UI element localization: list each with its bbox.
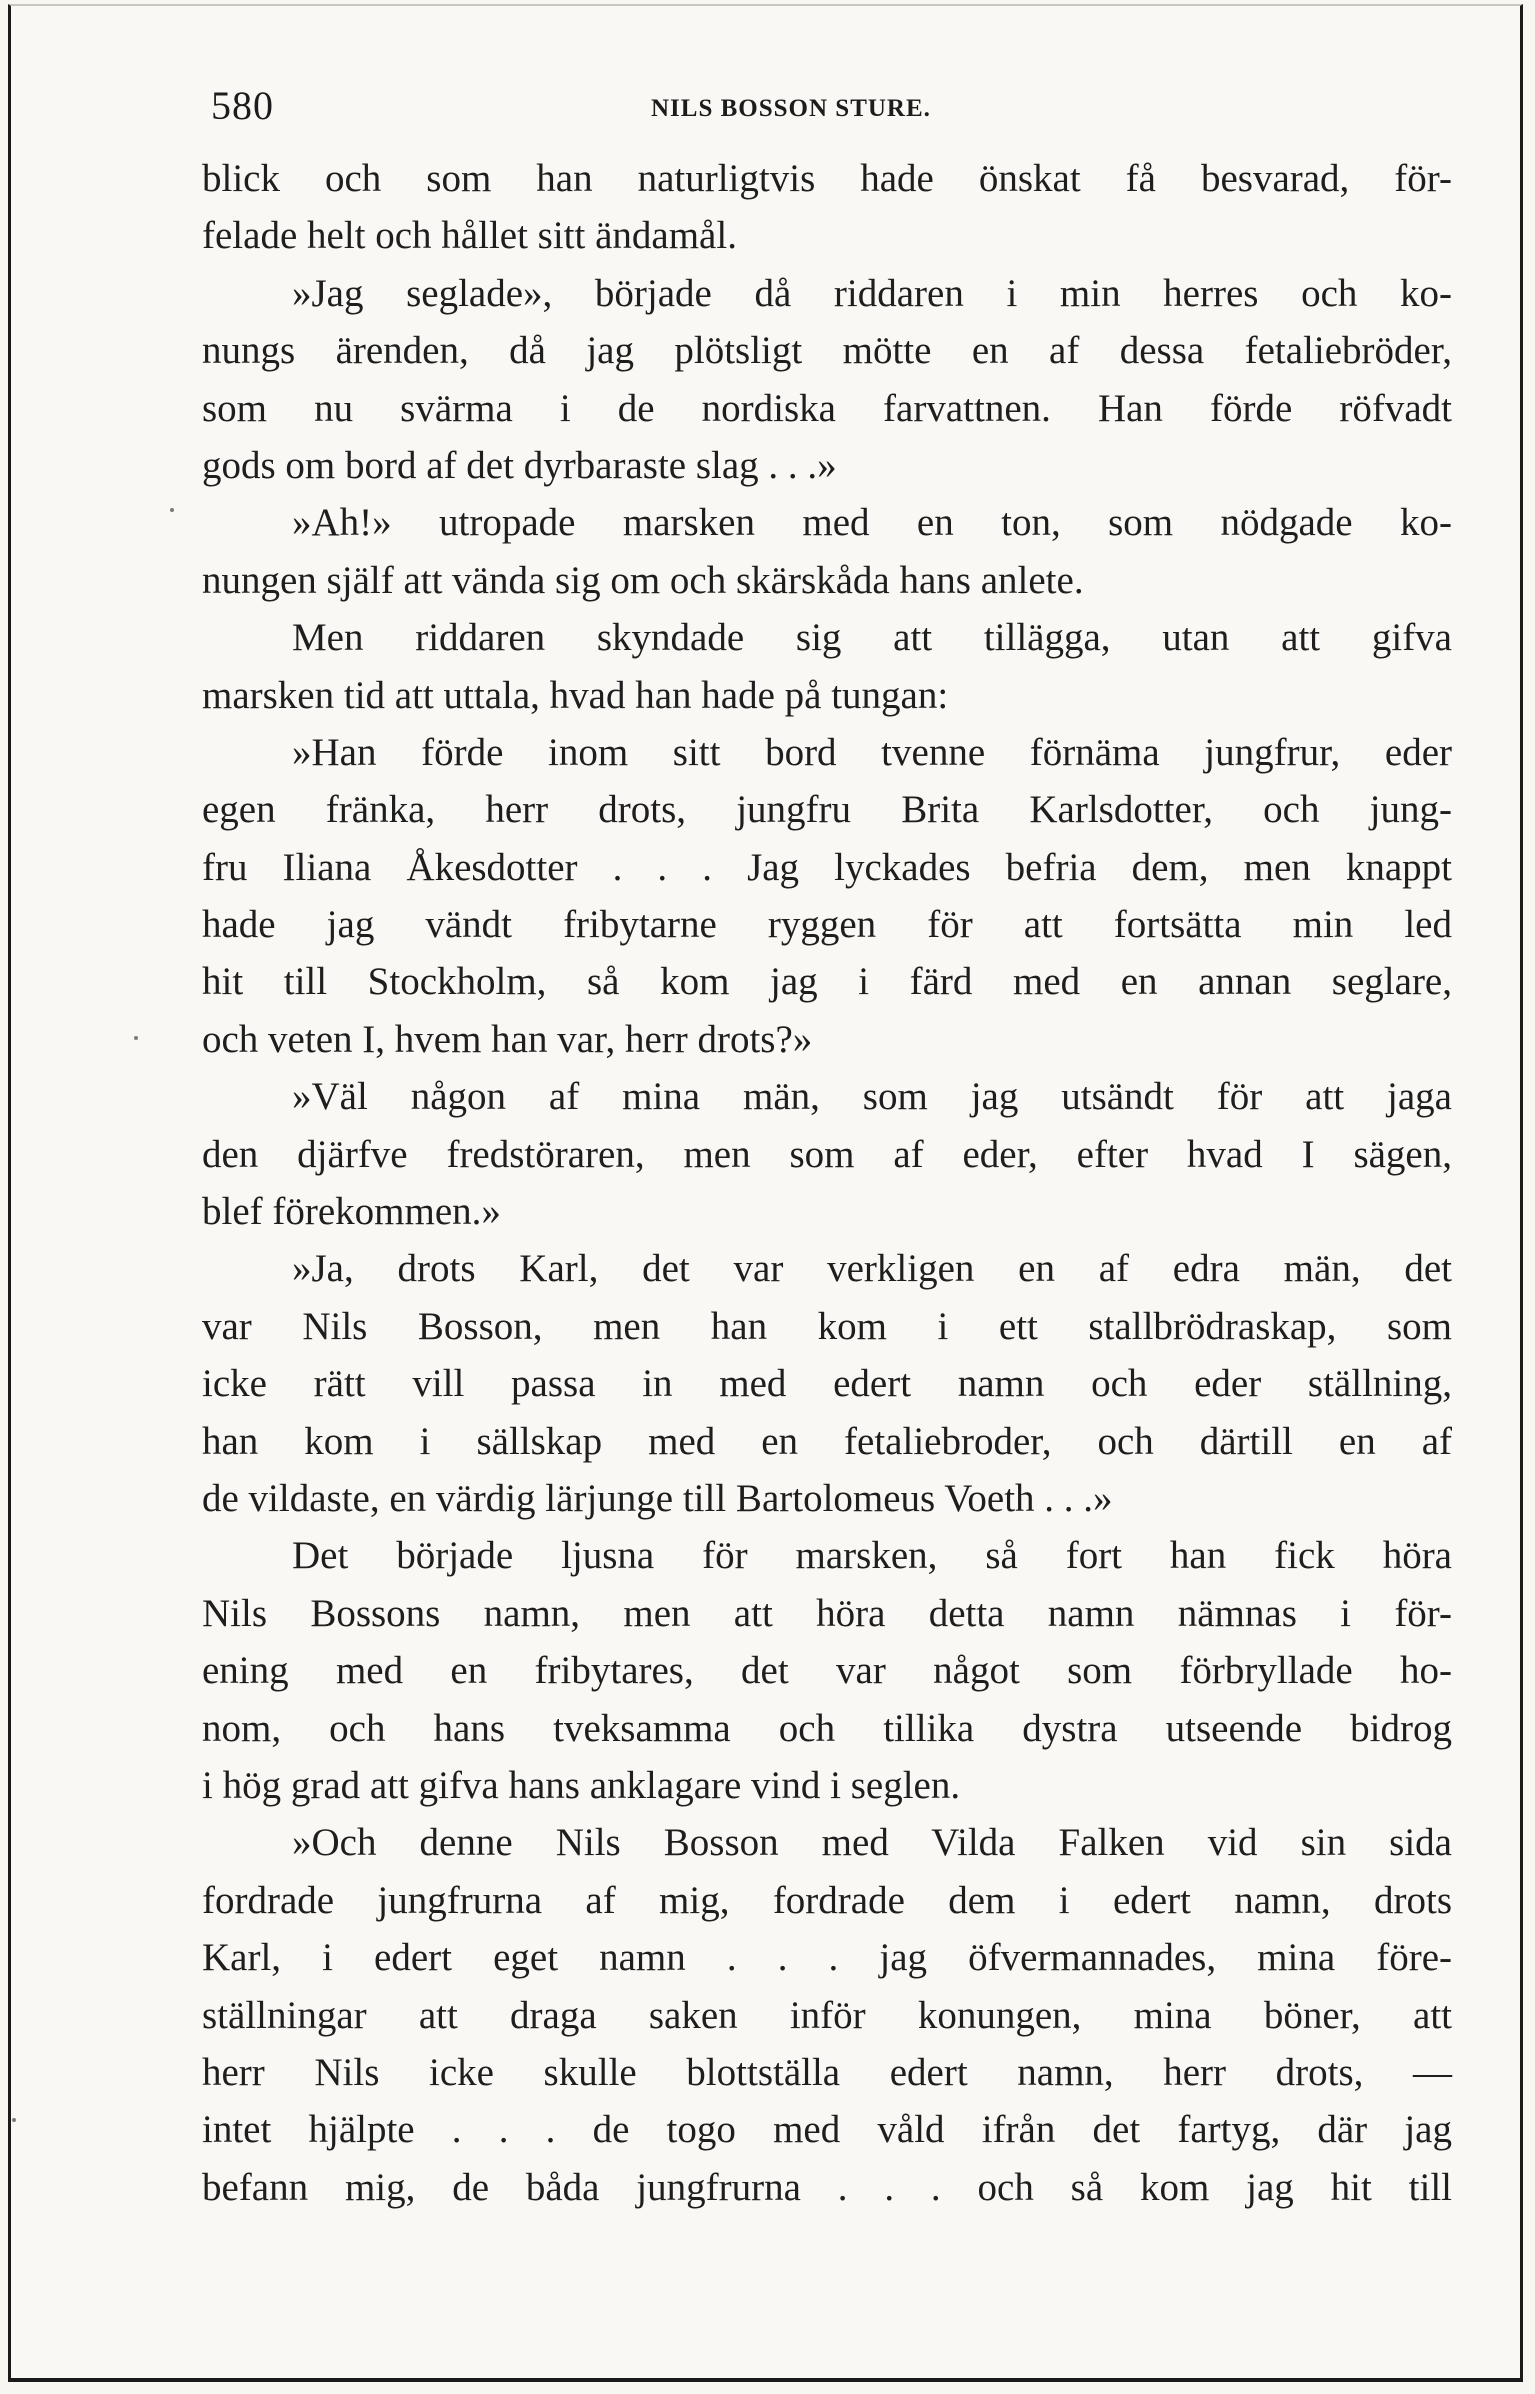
text-line: nungs ärenden, då jag plötsligt mötte en af dessa fetaliebröder, [202, 329, 1452, 373]
text-line: hade jag vändt fribytarne ryggen för att fortsätta min led [202, 903, 1452, 947]
text-line: »Och denne Nils Bosson med Vilda Falken vid sin sida [292, 1821, 1452, 1865]
text-line: som nu svärma i de nordiska farvattnen. Han förde röfvadt [202, 386, 1452, 430]
text-line: i hög grad att gifva hans anklagare vind i seglen. [202, 1763, 961, 1807]
text-line: Men riddaren skyndade sig att tillägga, utan att gifva [292, 616, 1452, 660]
text-line: »Han förde inom sitt bord tvenne förnäma jungfrur, eder [292, 730, 1452, 774]
text-line: »Ja, drots Karl, det var verkligen en af edra män, det [292, 1247, 1452, 1291]
text-line: hit till Stockholm, så kom jag i färd med en annan seglare, [202, 960, 1452, 1004]
text-line: fru Iliana Åkesdotter . . . Jag lyckades befria dem, men knappt [202, 845, 1452, 889]
text-line: blick och som han naturligtvis hade önskat få besvarad, för- [202, 157, 1452, 200]
text-line: felade helt och hållet sitt ändamål. [202, 214, 737, 258]
running-title: NILS BOSSON STURE. [651, 95, 931, 122]
text-line: marsken tid att uttala, hvad han hade på tungan: [202, 673, 949, 717]
page-number: 580 [211, 83, 274, 128]
text-line: icke rätt vill passa in med edert namn och eder ställning, [202, 1362, 1452, 1406]
print-speck [12, 2118, 16, 2122]
text-line: nom, och hans tveksamma och tillika dystra utseende bidrog [202, 1706, 1452, 1750]
text-line: gods om bord af det dyrbaraste slag . . .» [202, 443, 837, 487]
page-header [211, 78, 1461, 138]
text-line: »Jag seglade», började då riddaren i min herres och ko- [292, 271, 1452, 315]
text-line: »Väl någon af mina män, som jag utsändt för att jaga [292, 1075, 1452, 1119]
text-line: »Ah!» utropade marsken med en ton, som nödgade ko- [292, 501, 1452, 545]
text-line: Karl, i edert eget namn . . . jag öfvermannades, mina före- [202, 1936, 1452, 1980]
text-line: var Nils Bosson, men han kom i ett stallbrödraskap, som [202, 1304, 1452, 1348]
text-line: och veten I, hvem han var, herr drots?» [202, 1017, 813, 1061]
body-text [202, 150, 1452, 2216]
text-line: Det började ljusna för marsken, så fort han fick höra [292, 1534, 1452, 1578]
text-line: intet hjälpte . . . de togo med våld ifrån det fartyg, där jag [202, 2108, 1452, 2152]
text-line: de vildaste, en värdig lärjunge till Bartolomeus Voeth . . .» [202, 1476, 1113, 1520]
print-speck [134, 1036, 138, 1040]
text-line: den djärfve fredstöraren, men som af eder, efter hvad I sägen, [202, 1132, 1452, 1176]
text-line: herr Nils icke skulle blottställa edert namn, herr drots, — [202, 2050, 1452, 2094]
text-line: nungen själf att vända sig om och skärskåda hans anlete. [202, 558, 1084, 602]
text-line: Nils Bossons namn, men att höra detta namn nämnas i för- [202, 1591, 1452, 1635]
text-line: ställningar att draga saken inför konungen, mina böner, att [202, 1993, 1452, 2037]
text-line: egen fränka, herr drots, jungfru Brita Karlsdotter, och jung- [202, 788, 1452, 832]
text-line: befann mig, de båda jungfrurna . . . och så kom jag hit till [202, 2165, 1452, 2209]
print-speck [170, 508, 174, 512]
text-line: fordrade jungfrurna af mig, fordrade dem i edert namn, drots [202, 1878, 1452, 1922]
text-line: han kom i sällskap med en fetaliebroder, och därtill en af [202, 1419, 1452, 1463]
text-line: ening med en fribytares, det var något som förbryllade ho- [202, 1649, 1452, 1693]
text-line: blef förekommen.» [202, 1190, 501, 1234]
